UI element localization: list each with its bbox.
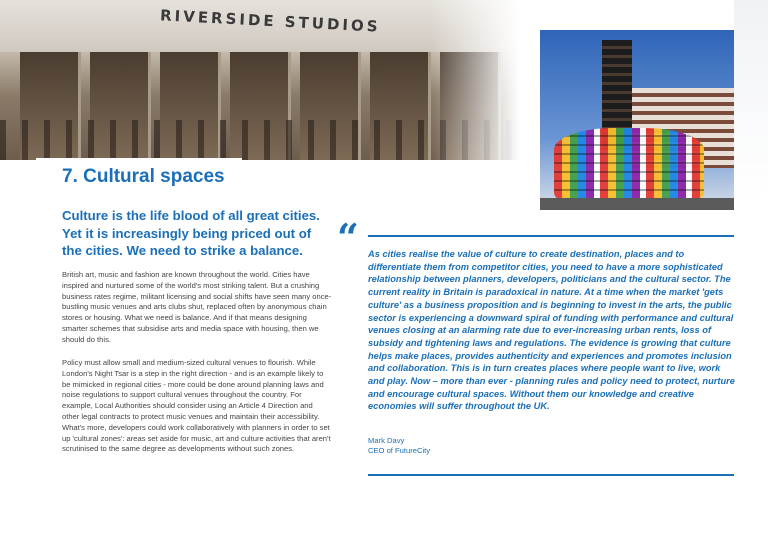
background-fade xyxy=(734,0,768,200)
body-paragraph: Policy must allow small and medium-sized cultural venues to flourish. While London's Night Tsar is a step in the right direction - and is an example likely to be mimicked in regional cities - more could be done around planning laws and noise regulations to support cultural venues throughout the country. For example, Local Authorities should consider using an Article 4 Direction and other legal contracts to protect music venues and maintain their accessibility. What's more, developers could work collaboratively with planners in order to set up 'cultural zones': areas set aside for music, art and culture activities that aren't scrutinised to the same degree as developments without such zones. xyxy=(62,358,331,454)
colourful-mosaic-building-photo xyxy=(540,30,734,210)
lead-paragraph: Culture is the life blood of all great cities. Yet it is increasingly being priced out of the cities. We need to strike a balance. xyxy=(62,208,320,258)
pull-quote: As cities realise the value of culture to create destination, places and to differentiate them from competitor cities, you need to have a more sophisticated relationship between planners, developers, politicians and the cultural sector. The current reality in Britain is paradoxical in nature. At a time when the market 'gets culture' as a business proposition and is beginning to invest in the arts, the public sector is experiencing a downward spiral of funding with performance and cultural venues closing at an alarming rate due to ever-increasing urban rents, loss of subsidy and tightening laws and regulations. The evidence is growing that culture helps make places, provides authenticity and experiences and promotes inclusion and collaboration. This is in turn creates places where people want to live, work and play. Now – more than ever - planning rules and policy need to protect, nurture and encourage cultural spaces. Without them our knowledge and creative economies will suffer throughout the UK. xyxy=(368,249,735,412)
quote-bottom-rule xyxy=(368,474,734,476)
quote-top-rule xyxy=(368,235,734,237)
quote-mark-icon: “ xyxy=(337,215,359,260)
author-title: CEO of FutureCity xyxy=(368,446,431,455)
ground xyxy=(540,198,734,210)
photo-fade xyxy=(430,0,520,160)
body-paragraph: British art, music and fashion are known throughout the world. Cities have inspired and nurtured some of the world's most striking talent. But a crushing business rates regime, militant licensing and social shifts have seen many once-bustling music venues and arts clubs shut, replaced often by anonymous chain stores or housing. What we need is balance. And if that means designing smarter schemes that subsidise arts and media space with housing, then we should do this. xyxy=(62,270,332,344)
venue-sign: RIVERSIDE STUDIOS xyxy=(159,6,381,36)
venue-entrance-photo xyxy=(0,0,520,160)
quote-attribution xyxy=(368,436,430,456)
mosaic-pavilion xyxy=(554,128,704,200)
author-name: Mark Davy xyxy=(368,436,405,445)
section-title: 7. Cultural spaces xyxy=(62,166,225,187)
